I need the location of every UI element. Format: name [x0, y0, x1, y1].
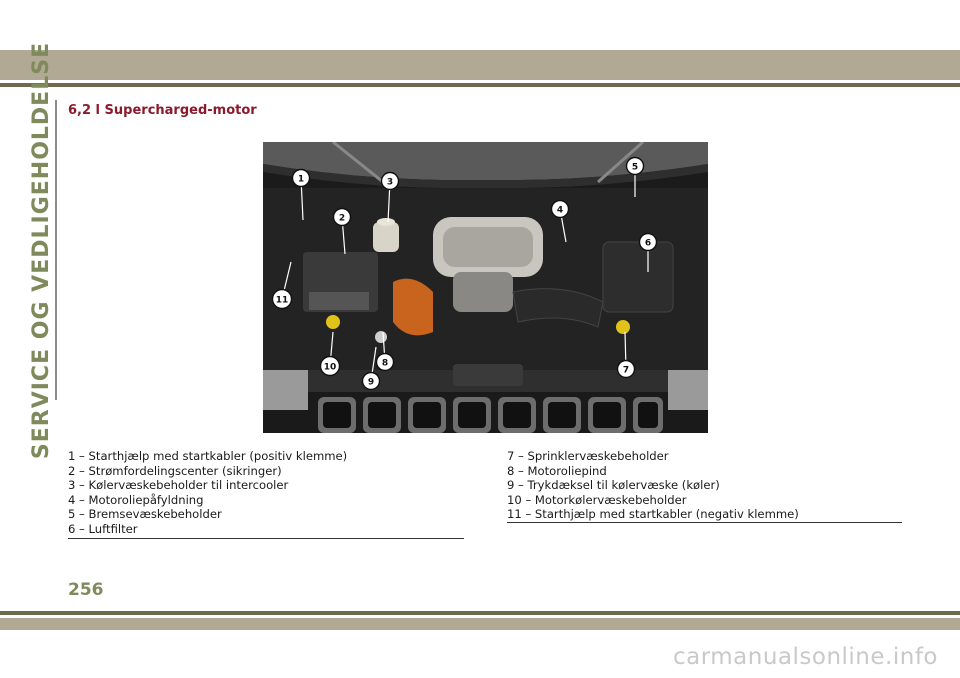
- legend-item: 11 – Starthjælp med startkabler (negativ klemme): [507, 507, 799, 521]
- svg-text:10: 10: [323, 362, 337, 373]
- legend-item: 4 – Motoroliepåfyldning: [68, 492, 204, 507]
- callout-1: [293, 170, 310, 187]
- legend-left-rule: [68, 538, 464, 539]
- callout-2: [334, 209, 351, 226]
- top-decor-band: [0, 50, 960, 80]
- svg-text:6: 6: [644, 238, 652, 249]
- callout-6: [640, 234, 657, 251]
- callout-10: [321, 357, 340, 376]
- section-heading: 6,2 l Supercharged-motor: [68, 103, 257, 118]
- callout-5: [627, 158, 644, 175]
- svg-text:7: 7: [622, 365, 630, 376]
- legend-item: 3 – Kølervæskebeholder til intercooler: [68, 478, 289, 492]
- chapter-title-text: SERVICE OG VEDLIGEHOLDELSE: [29, 41, 55, 459]
- engine-bay-illustration: [263, 142, 708, 433]
- legend-item: 8 – Motoroliepind: [507, 463, 607, 478]
- legend-item: 2 – Strømfordelingscenter (sikringer): [68, 463, 282, 478]
- top-decor-line: [0, 83, 960, 87]
- engine-bay-photo: [263, 142, 708, 433]
- callout-4: [552, 201, 569, 218]
- bottom-decor-line: [0, 611, 960, 615]
- legend-item: 6 – Luftfilter: [68, 521, 138, 536]
- svg-text:8: 8: [381, 358, 389, 369]
- bottom-decor-band: [0, 618, 960, 630]
- legend-item: 5 – Bremsevæskebeholder: [68, 507, 222, 521]
- callout-11: [273, 290, 292, 309]
- svg-text:3: 3: [386, 177, 394, 188]
- svg-text:4: 4: [556, 205, 564, 216]
- legend-item: 1 – Starthjælp med startkabler (positiv klemme): [68, 449, 348, 463]
- legend-right-rule: [507, 522, 902, 523]
- svg-text:11: 11: [275, 295, 289, 306]
- legend-left: [68, 449, 347, 536]
- watermark: carmanualsonline.info: [672, 644, 938, 670]
- legend-item: 9 – Trykdæksel til kølervæske (køler): [507, 478, 720, 492]
- legend-item: 10 – Motorkølervæskebeholder: [507, 492, 687, 507]
- legend-item: 7 – Sprinklervæskebeholder: [507, 449, 669, 463]
- legend-right: [507, 449, 799, 522]
- svg-text:5: 5: [631, 162, 639, 173]
- svg-text:2: 2: [338, 213, 346, 224]
- svg-text:1: 1: [297, 174, 305, 185]
- callout-3: [382, 173, 399, 190]
- callout-8: [377, 354, 394, 371]
- side-divider: [55, 100, 57, 400]
- callout-7: [618, 361, 635, 378]
- callout-9: [363, 373, 380, 390]
- svg-text:9: 9: [367, 377, 375, 388]
- page-number: 256: [68, 580, 104, 600]
